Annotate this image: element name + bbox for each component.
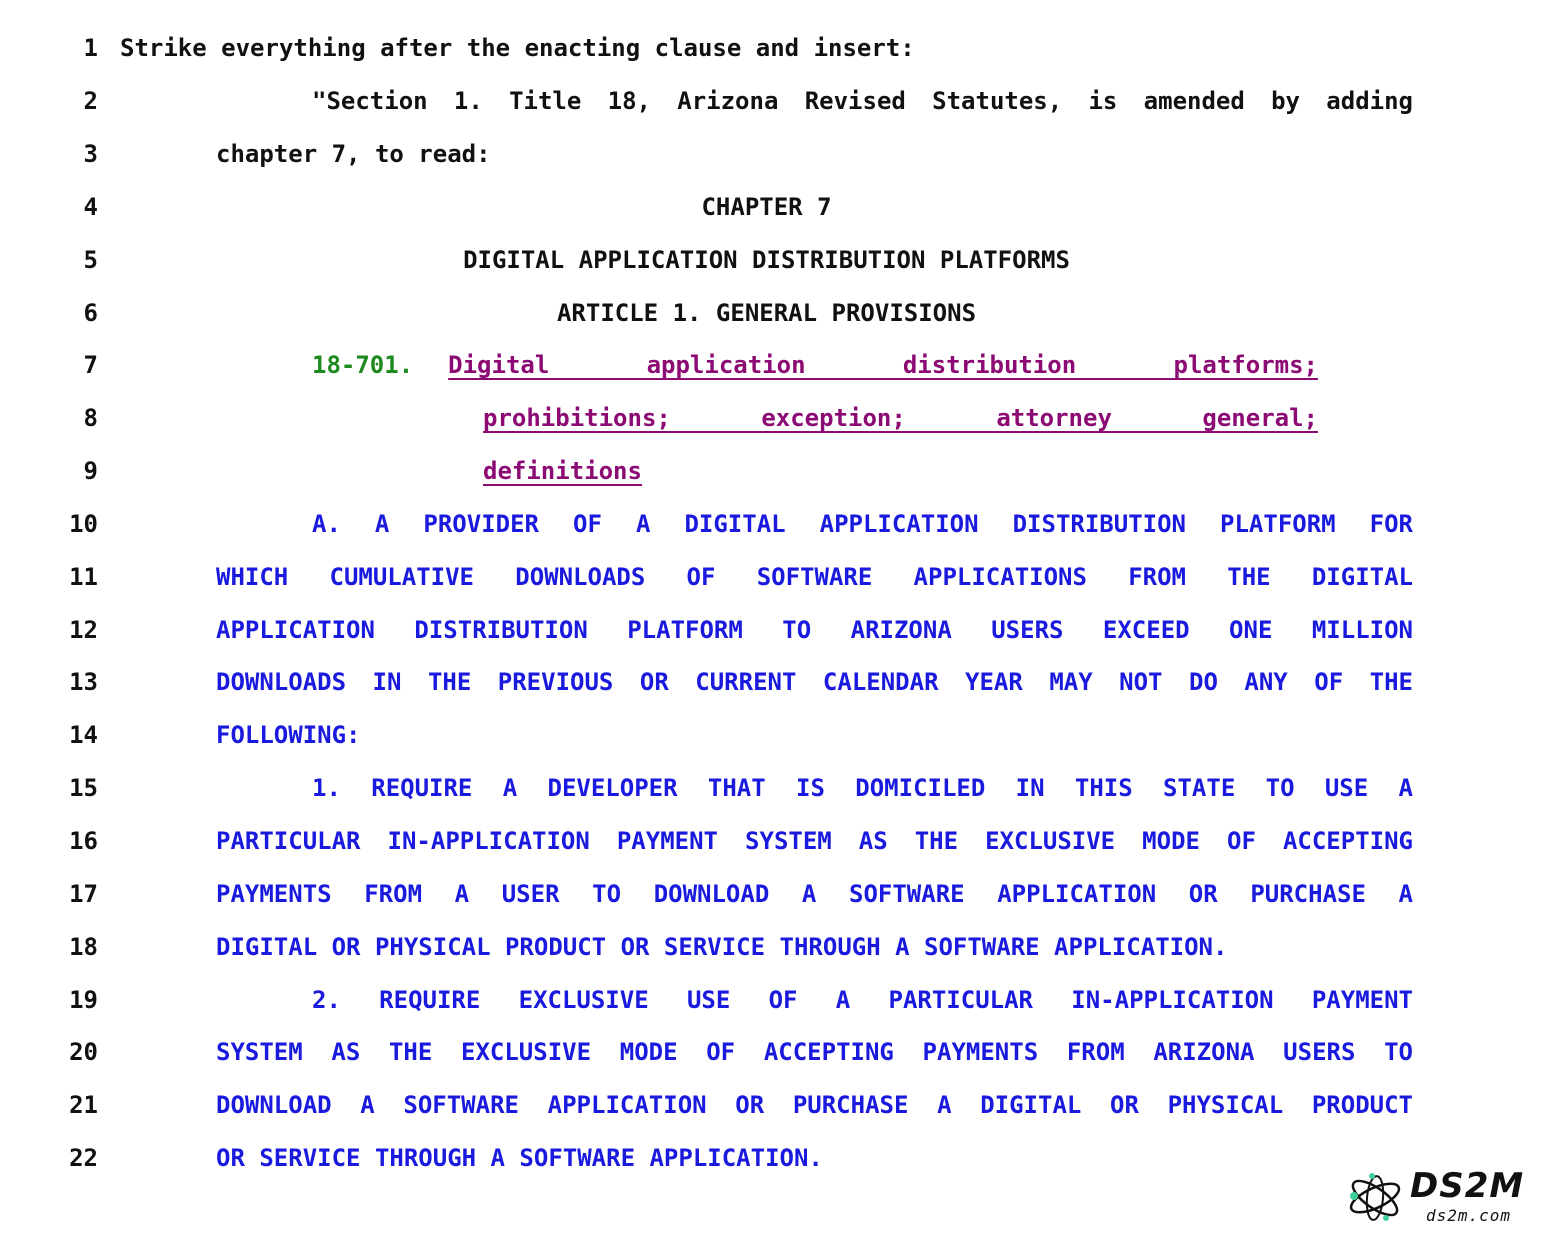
section-title: Digital application distribution platforms; [448,351,1318,379]
line-number: 9 [83,457,98,485]
subsection-a-cont: DOWNLOADS IN THE PREVIOUS OR CURRENT CALENDAR YEAR MAY NOT DO ANY OF THE [216,668,1413,696]
line-number: 20 [69,1038,98,1066]
subsection-a-cont: APPLICATION DISTRIBUTION PLATFORM TO ARIZONA USERS EXCEED ONE MILLION [216,616,1413,644]
section-title-cont: prohibitions; exception; attorney general; [483,404,1318,432]
line-number: 5 [83,246,98,274]
paragraph-2-end: OR SERVICE THROUGH A SOFTWARE APPLICATION. [216,1144,823,1172]
subsection-a-cont: WHICH CUMULATIVE DOWNLOADS OF SOFTWARE APPLICATIONS FROM THE DIGITAL [216,563,1413,591]
line-number: 17 [69,880,98,908]
chapter-title: DIGITAL APPLICATION DISTRIBUTION PLATFORMS [463,246,1070,274]
line-number: 13 [69,668,98,696]
article-heading: ARTICLE 1. GENERAL PROVISIONS [556,299,977,327]
subsection-a: A. A PROVIDER OF A DIGITAL APPLICATION DISTRIBUTION PLATFORM FOR [312,510,1413,538]
paragraph-2: 2. REQUIRE EXCLUSIVE USE OF A PARTICULAR IN-APPLICATION PAYMENT [312,986,1413,1014]
line-number: 6 [83,299,98,327]
line-number: 14 [69,721,98,749]
line-number: 22 [69,1144,98,1172]
watermark-site: ds2m.com [1426,1206,1512,1225]
paragraph-1-cont: PAYMENTS FROM A USER TO DOWNLOAD A SOFTWARE APPLICATION OR PURCHASE A [216,880,1413,908]
chapter-heading: CHAPTER 7 [701,193,832,221]
line-number: 18 [69,933,98,961]
line-number: 21 [69,1091,98,1119]
section-title-end: definitions [483,457,642,485]
line-number: 7 [83,351,98,379]
line-number: 19 [69,986,98,1014]
line-number: 1 [83,34,98,62]
section-1-intro-cont: chapter 7, to read: [216,140,491,168]
line-number: 8 [83,404,98,432]
line-number: 15 [69,774,98,802]
paragraph-2-cont: DOWNLOAD A SOFTWARE APPLICATION OR PURCHASE A DIGITAL OR PHYSICAL PRODUCT [216,1091,1413,1119]
subsection-a-end: FOLLOWING: [216,721,361,749]
section-1-intro: "Section 1. Title 18, Arizona Revised Statutes, is amended by adding [312,87,1413,115]
watermark-brand: DS2M [1410,1166,1525,1206]
section-heading-line [312,339,1318,392]
paragraph-1-cont: PARTICULAR IN-APPLICATION PAYMENT SYSTEM AS THE EXCLUSIVE MODE OF ACCEPTING [216,827,1413,855]
section-number: 18-701. [312,351,414,379]
watermark-logo [1342,1162,1560,1230]
paragraph-1-end: DIGITAL OR PHYSICAL PRODUCT OR SERVICE THROUGH A SOFTWARE APPLICATION. [216,933,1228,961]
paragraph-1: 1. REQUIRE A DEVELOPER THAT IS DOMICILED IN THIS STATE TO USE A [312,774,1413,802]
line-number: 3 [83,140,98,168]
line-number: 2 [83,87,98,115]
line-number: 12 [69,616,98,644]
line-number: 4 [83,193,98,221]
line-number: 16 [69,827,98,855]
atom-icon [1342,1162,1412,1230]
amendment-instruction: Strike everything after the enacting clause and insert: [120,34,915,62]
paragraph-2-cont: SYSTEM AS THE EXCLUSIVE MODE OF ACCEPTING PAYMENTS FROM ARIZONA USERS TO [216,1038,1413,1066]
line-number: 11 [69,563,98,591]
line-number: 10 [69,510,98,538]
